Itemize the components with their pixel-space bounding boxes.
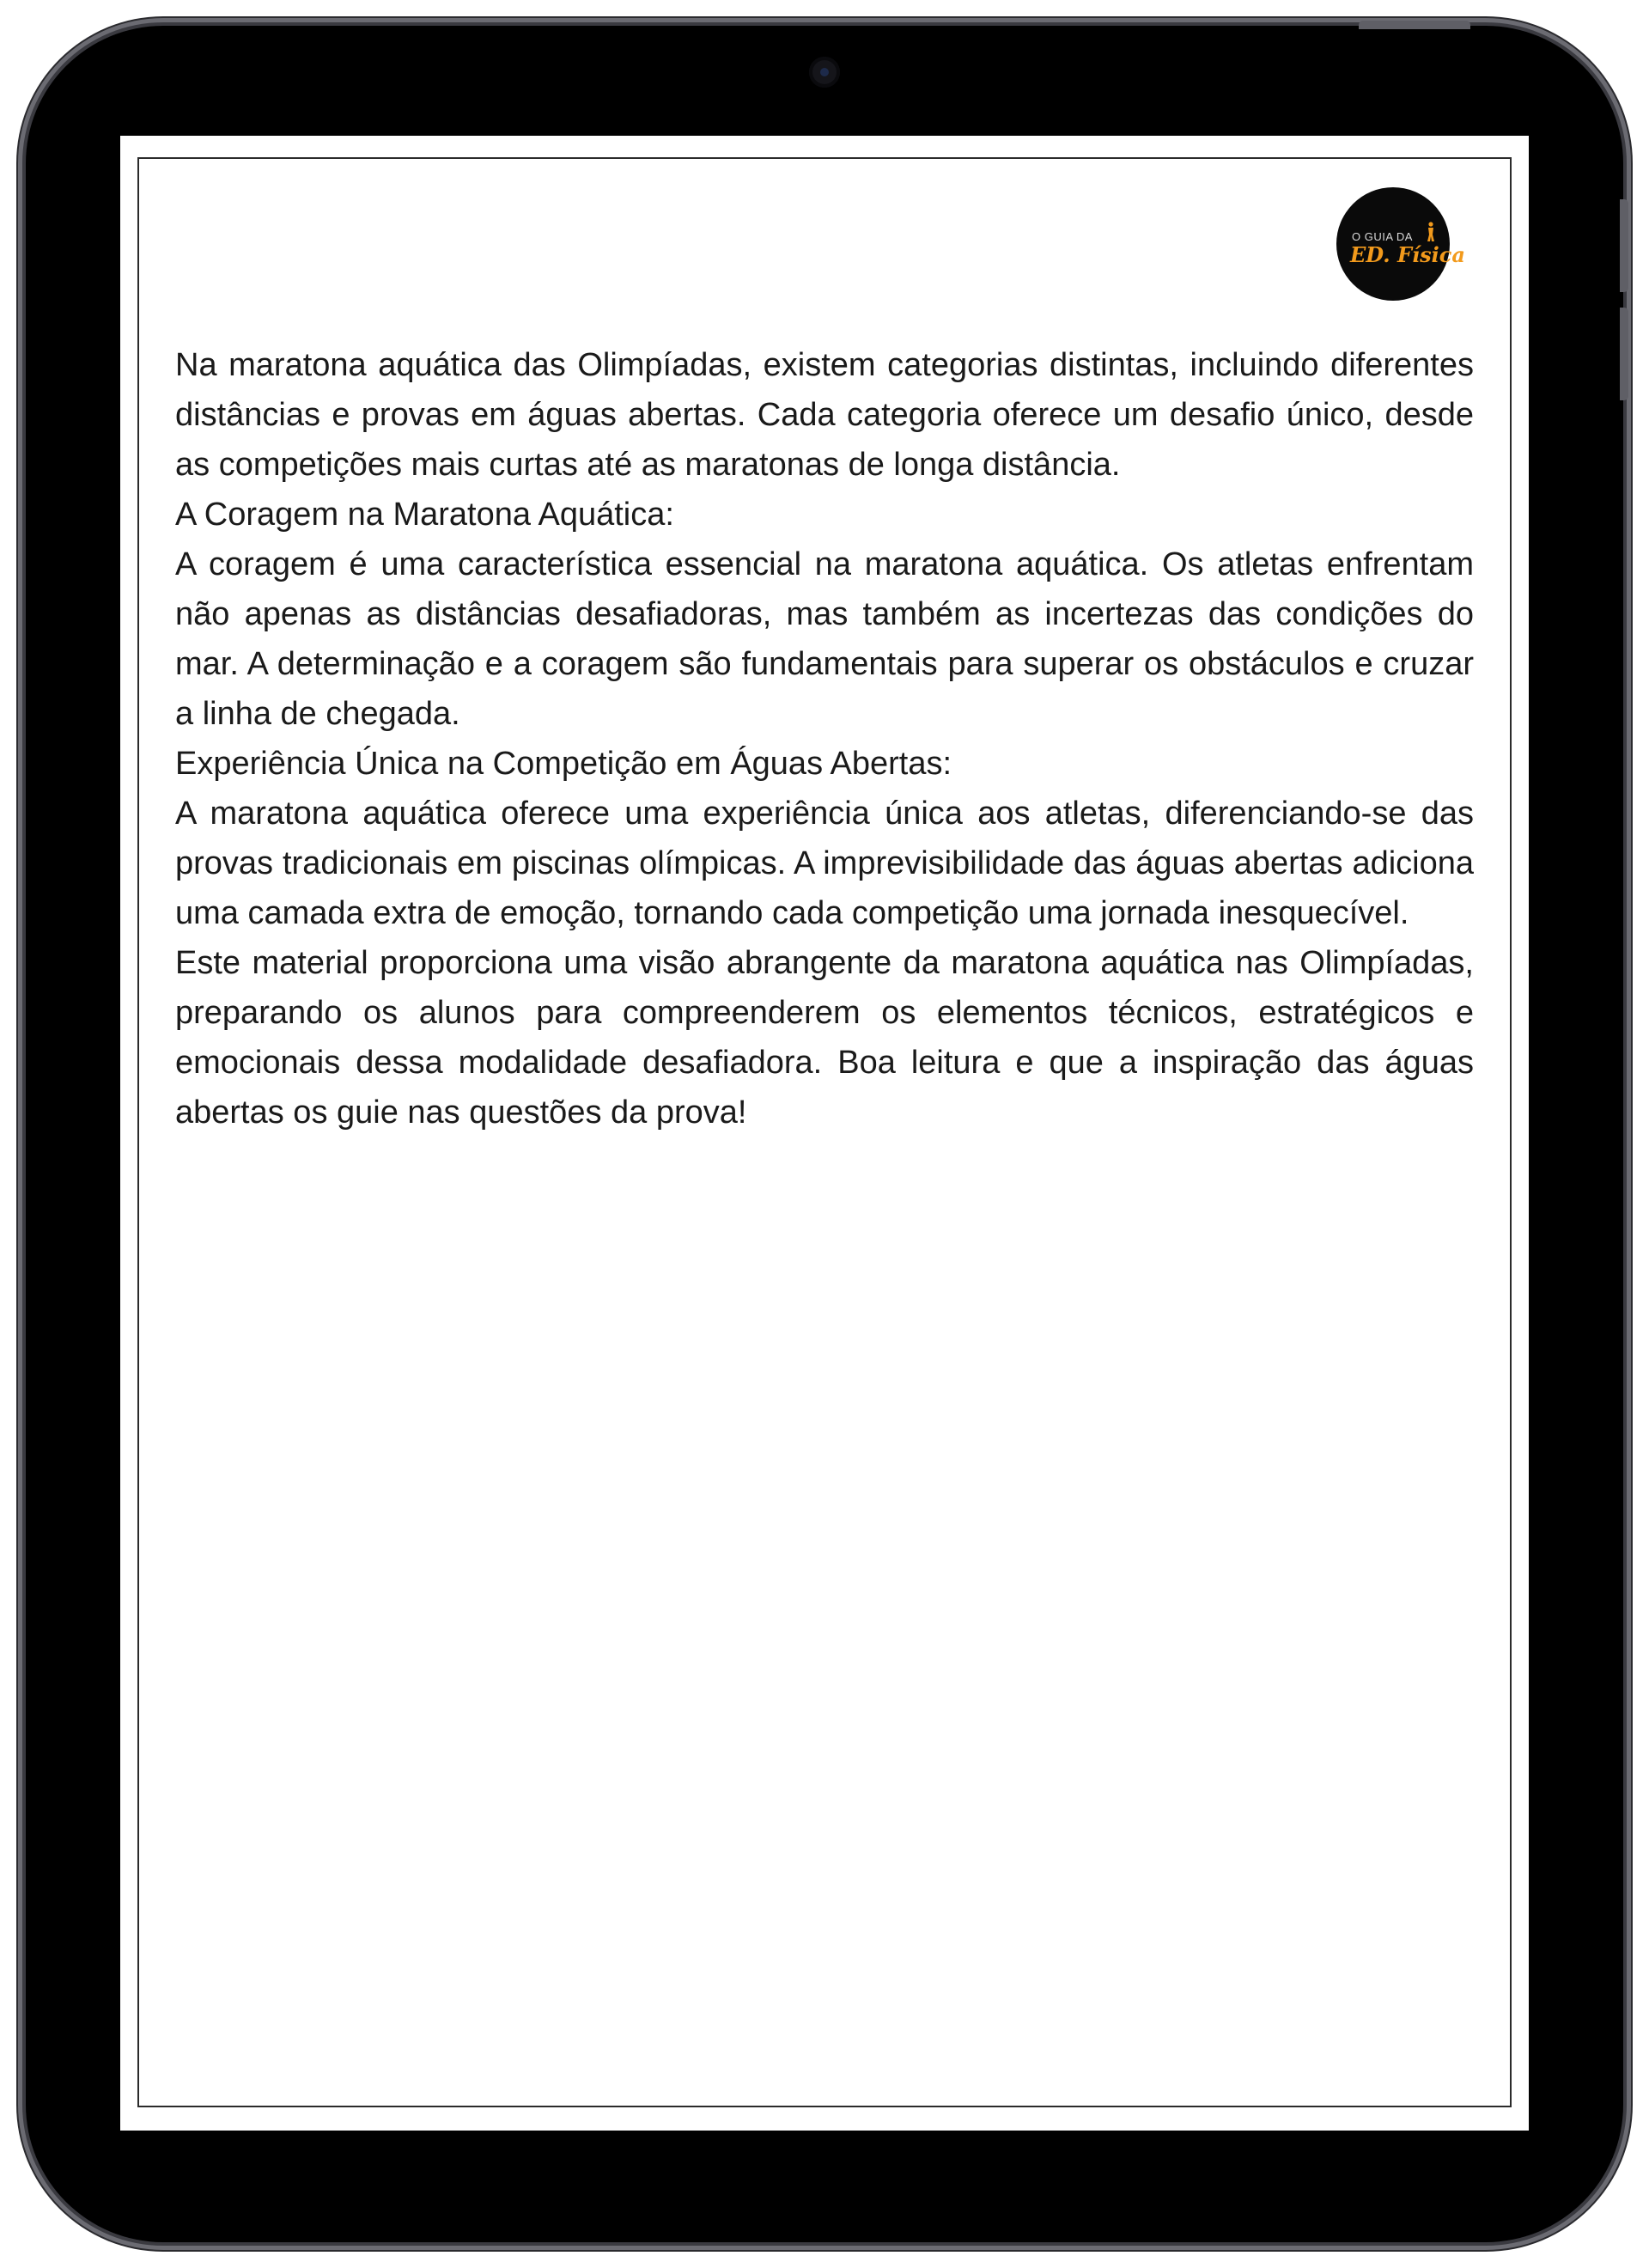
paragraph-conclusao: Este material proporciona uma visão abrangente da maratona aquática nas Olimpíadas, preparando os alunos para compreenderem os elementos técnicos, estratégicos e emocionais dessa modalidade desafiadora. Boa leitura e que a inspiração das águas abertas os guie nas questões da prova!: [175, 945, 1474, 1131]
top-button: [1359, 21, 1470, 29]
front-camera: [809, 57, 840, 88]
logo: [1336, 187, 1465, 301]
logo-main-text: ED. Física: [1350, 242, 1465, 267]
heading-experiencia: Experiência Única na Competição em Águas Abertas:: [175, 746, 952, 782]
heading-coragem: A Coragem na Maratona Aquática:: [175, 497, 674, 533]
document-body: [175, 340, 1474, 1137]
volume-down-button: [1620, 308, 1628, 400]
athlete-figure-icon: [1426, 222, 1436, 242]
logo-top-text: O GUIA DA: [1352, 230, 1413, 243]
paragraph-intro: Na maratona aquática das Olimpíadas, existem categorias distintas, incluindo diferentes distâncias e provas em águas abertas. Cada categoria oferece um desafio único, desde as competições mais curtas até as maratonas de longa distância.: [175, 347, 1474, 483]
paragraph-coragem: A coragem é uma característica essencial na maratona aquática. Os atletas enfrentam não apenas as distâncias desafiadoras, mas também as incertezas das condições do mar. A determinação e a coragem são fundamentais para superar os obstáculos e cruzar a linha de chegada.: [175, 546, 1474, 732]
volume-up-button: [1620, 199, 1628, 292]
paragraph-experiencia: A maratona aquática oferece uma experiência única aos atletas, diferenciando-se das provas tradicionais em piscinas olímpicas. A imprevisibilidade das águas abertas adiciona uma camada extra de emoção, tornando cada competição uma jornada inesquecível.: [175, 796, 1474, 931]
